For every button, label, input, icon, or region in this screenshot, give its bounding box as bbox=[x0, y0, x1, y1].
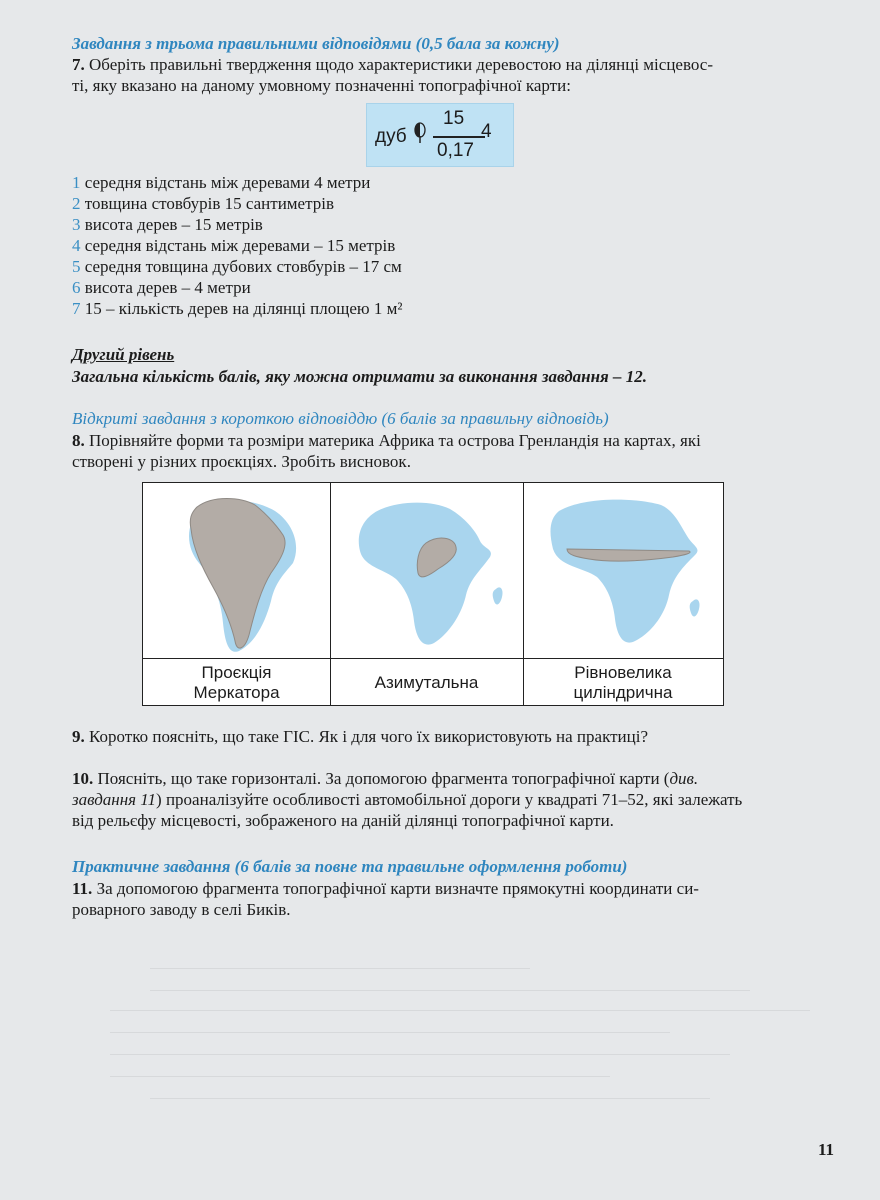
bleed-through-line bbox=[150, 990, 750, 991]
level-2-title: Другий рівень bbox=[72, 345, 175, 364]
section-heading-practical: Практичне завдання (6 балів за повне та правильне оформлення роботи) bbox=[72, 857, 628, 876]
azimuthal-map bbox=[330, 483, 524, 658]
question-7-line1: Оберіть правильні твердження щодо характеристики деревостою на ділянці місцевос- bbox=[84, 55, 714, 74]
option-3[interactable]: 3 висота дерев – 15 метрів bbox=[72, 215, 263, 234]
level-2-points: Загальна кількість балів, яку можна отримати за виконання завдання – 12. bbox=[72, 367, 648, 386]
bleed-through-line bbox=[150, 1098, 710, 1099]
bleed-through-line bbox=[150, 968, 530, 969]
question-10-number: 10. bbox=[72, 769, 94, 788]
question-8-number: 8. bbox=[72, 431, 85, 450]
question-9-text bbox=[72, 726, 832, 747]
option-4[interactable]: 4 середня відстань між деревами – 15 метрів bbox=[72, 236, 396, 255]
fraction-line bbox=[433, 136, 485, 138]
mercator-map bbox=[143, 483, 331, 658]
option-5[interactable]: 5 середня товщина дубових стовбурів – 17 см bbox=[72, 257, 402, 276]
option-2[interactable]: 2 товщина стовбурів 15 сантиметрів bbox=[72, 194, 334, 213]
section-heading-three-answers: Завдання з трьома правильними відповідями (0,5 бала за кожну) bbox=[72, 34, 560, 53]
question-8-line1: Порівняйте форми та розміри материка Африка та острова Гренландія на картах, які bbox=[84, 431, 701, 450]
question-7-line2: ті, яку вказано на даному умовному позначенні топографічної карти: bbox=[72, 76, 571, 95]
question-11-text: 11. За допомогою фрагмента топографічної карти визначте прямокутні координати си- роварного заводу в селі Биків. bbox=[72, 879, 699, 919]
question-7-text bbox=[72, 54, 832, 96]
label-mercator: Проєкція Меркатора bbox=[143, 658, 331, 706]
question-9-line: Коротко поясніть, що таке ГІС. Як і для чого їх використовують на практиці? bbox=[84, 727, 648, 746]
question-8-line2: створені у різних проєкціях. Зробіть висновок. bbox=[72, 452, 411, 471]
question-11-number: 11. bbox=[72, 879, 93, 898]
option-6[interactable]: 6 висота дерев – 4 метри bbox=[72, 278, 251, 297]
bleed-through-line bbox=[110, 1054, 730, 1055]
bleed-through-line bbox=[110, 1010, 810, 1011]
stand-thickness-value: 0,17 bbox=[437, 140, 474, 161]
question-7-number: 7. bbox=[72, 55, 85, 74]
tree-species-label: дуб bbox=[375, 126, 407, 147]
question-9-number: 9. bbox=[72, 727, 85, 746]
stand-distance-value: 4 bbox=[481, 121, 492, 142]
bleed-through-line bbox=[110, 1076, 610, 1077]
equal-area-cylindrical-map bbox=[523, 483, 723, 658]
question-7-options bbox=[72, 172, 832, 319]
question-10-text: 10. Поясніть, що таке горизонталі. За допомогою фрагмента топографічної карти (див. завдання 11) проаналізуйте особливості автомобільної дороги у квадраті 71–52, які залежать від рельєфу місцевості, зображеного на даній ділянці топографічної карти. bbox=[72, 769, 743, 830]
page-number: 11 bbox=[817, 1140, 834, 1159]
deciduous-tree-icon bbox=[413, 122, 427, 150]
section-heading-open: Відкриті завдання з короткою відповіддю (6 балів за правильну відповідь) bbox=[72, 409, 609, 428]
label-equal-area-cylindrical: Рівновелика циліндрична bbox=[523, 658, 723, 706]
question-8-text bbox=[72, 430, 832, 472]
bleed-through-line bbox=[110, 1032, 670, 1033]
label-azimuthal: Азимутальна bbox=[330, 658, 524, 706]
option-7[interactable]: 7 15 – кількість дерев на ділянці площею 1 м² bbox=[72, 299, 403, 318]
stand-height-value: 15 bbox=[443, 108, 465, 129]
forest-stand-symbol bbox=[366, 103, 514, 167]
projection-comparison-table bbox=[142, 482, 724, 706]
option-1[interactable]: 1 середня відстань між деревами 4 метри bbox=[72, 173, 371, 192]
